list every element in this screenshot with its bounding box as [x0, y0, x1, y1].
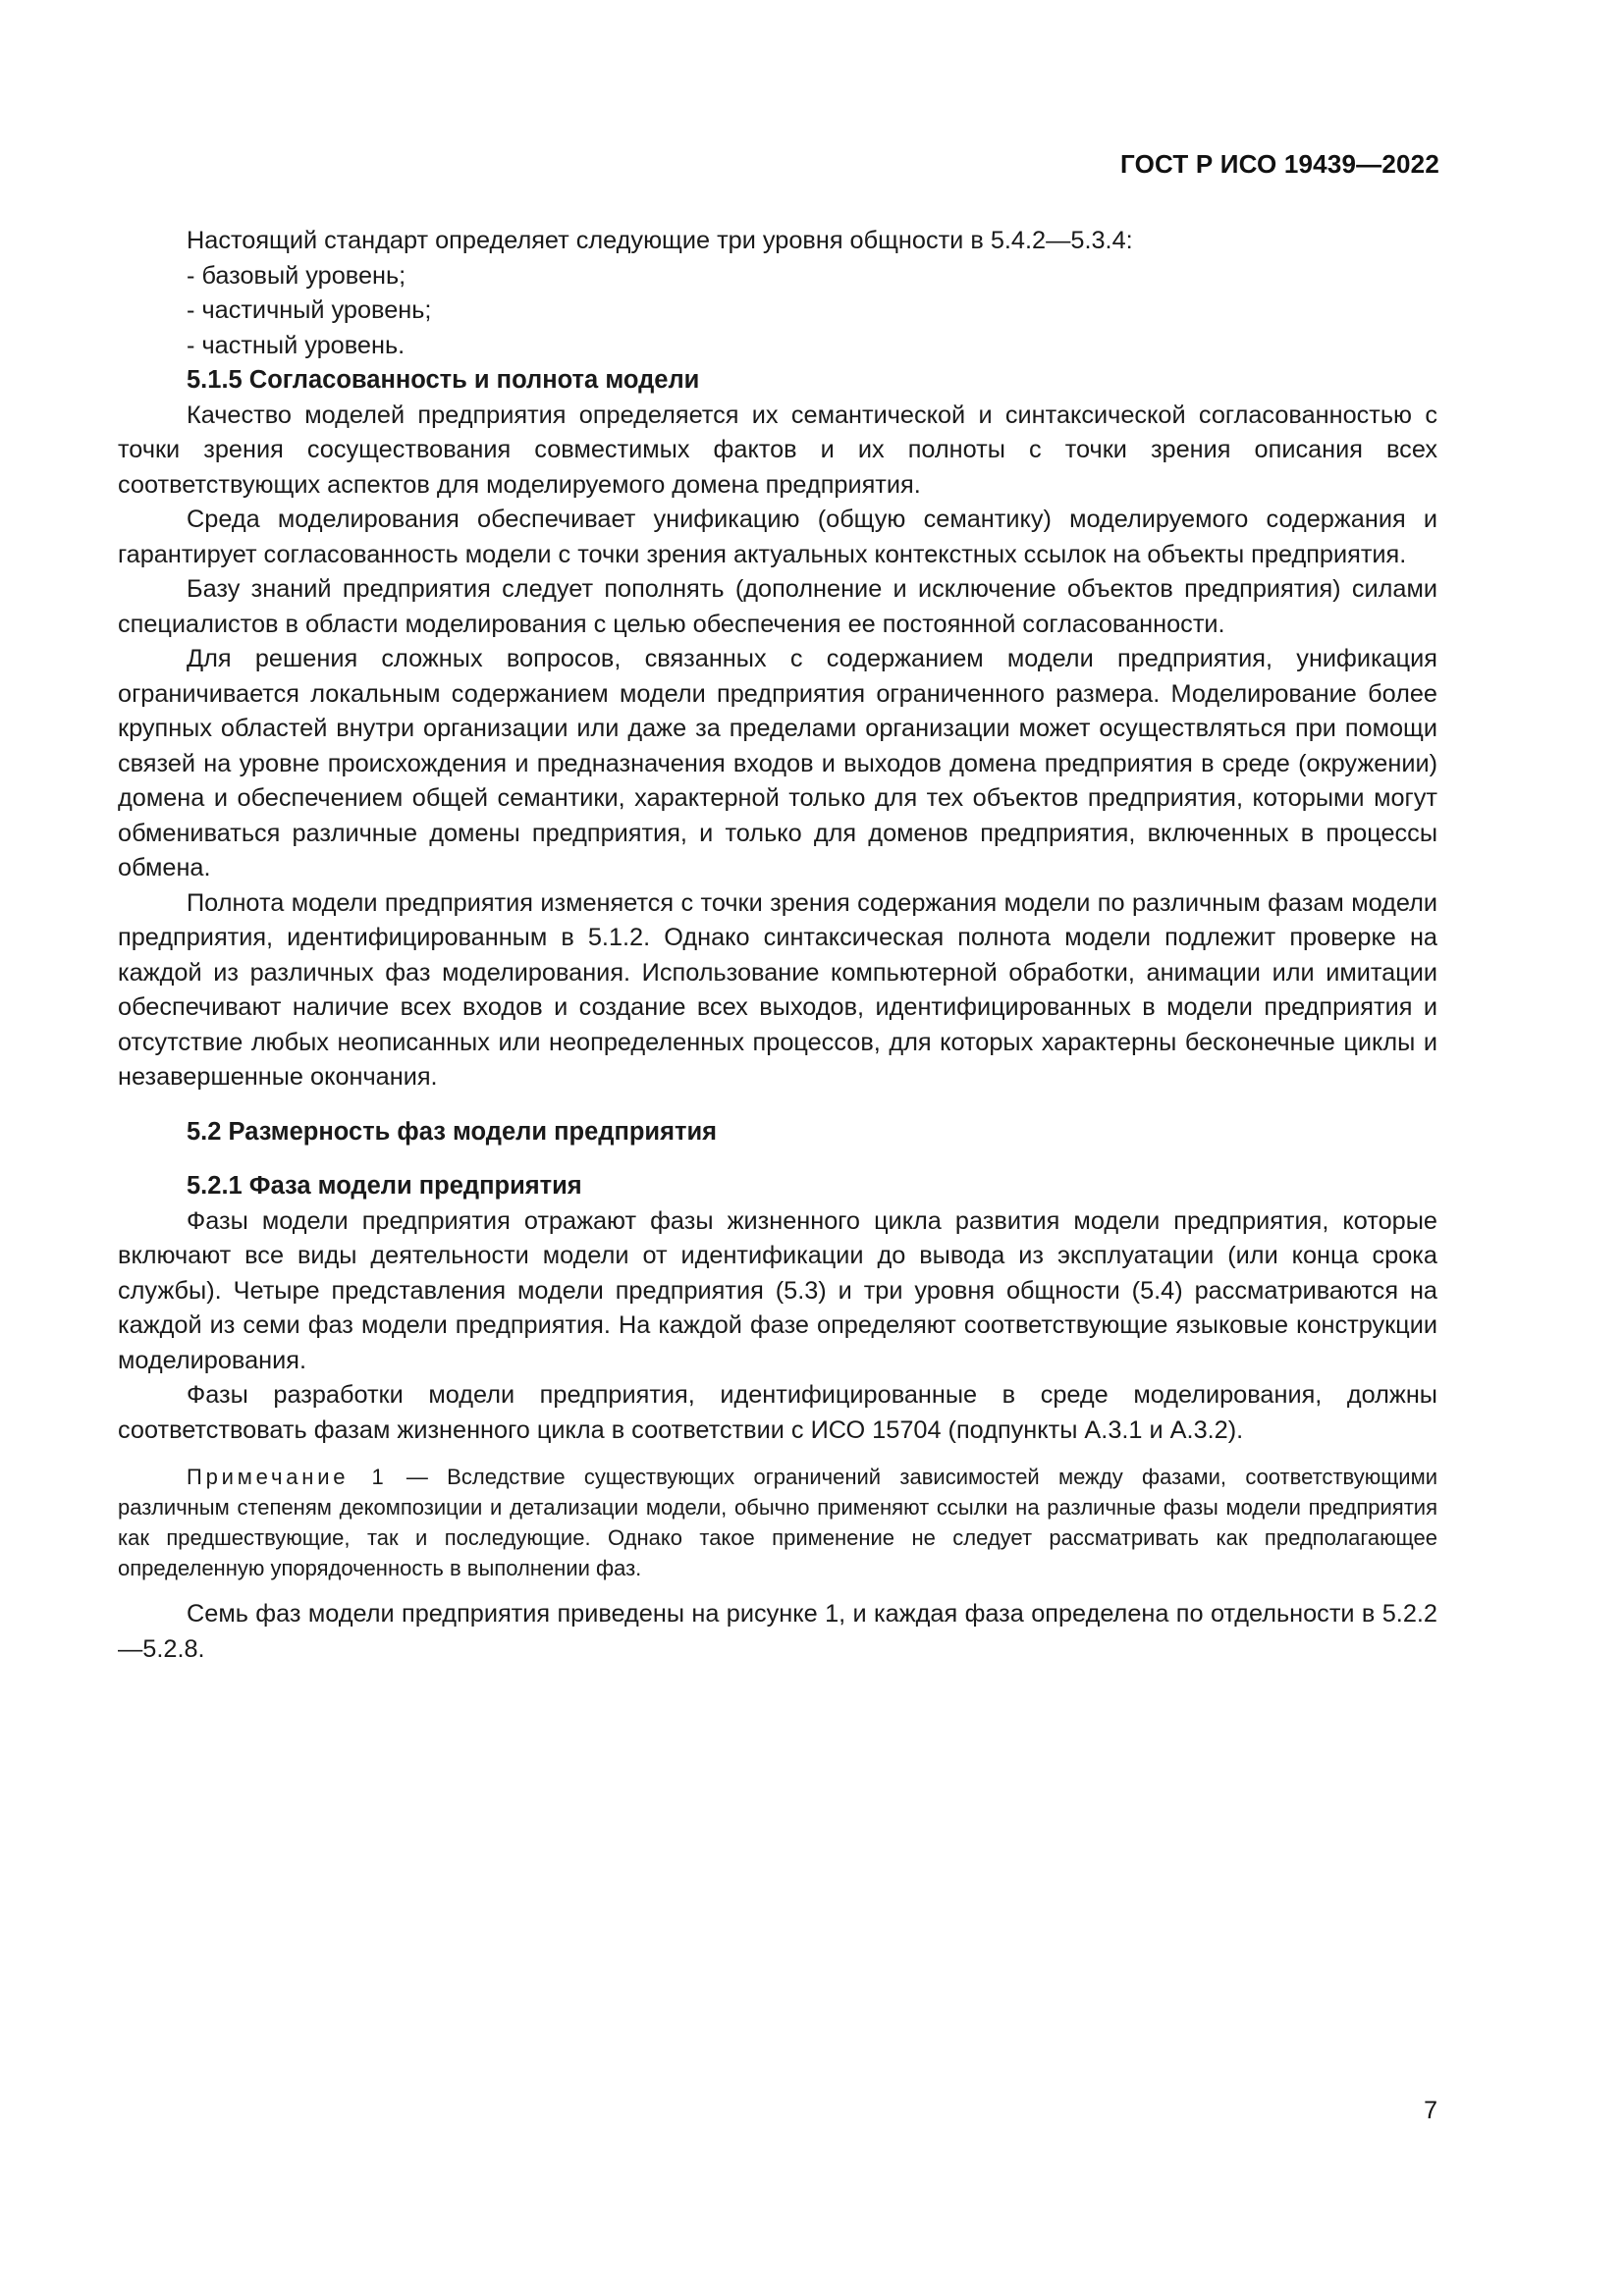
list-item: - частный уровень. [187, 331, 406, 359]
note-1 [118, 1462, 1437, 1583]
paragraph: Для решения сложных вопросов, связанных с содержанием модели предприятия, унификация ограничивается локальным содержанием модели предприятия ограниченного размера. Моделирование более крупных областей внутри организации или даже за пределами организации может осуществляться при помощи связей на уровне происхождения и предназначения входов и выходов домена предприятия в среде (окружении) домена и обеспечением общей семантики, характерной только для тех объектов предприятия, которыми могут обмениваться различные домены предприятия, и только для доменов предприятия, включенных в процессы обмена. [118, 645, 1437, 881]
intro-text: Настоящий стандарт определяет следующие три уровня общности в 5.4.2—5.3.4: [187, 227, 1133, 254]
heading-5-1-5: 5.1.5 Согласованность и полнота модели [187, 366, 700, 394]
document-header: ГОСТ Р ИСО 19439—2022 [1119, 149, 1439, 179]
paragraph: Среда моделирования обеспечивает унификацию (общую семантику) моделируемого содержания и гарантирует согласованность модели с точки зрения актуальных контекстных ссылок на объекты предприятия. [118, 506, 1437, 568]
list-item: - базовый уровень; [187, 261, 406, 290]
spacer [118, 1448, 1437, 1462]
paragraph: Фазы разработки модели предприятия, идентифицированные в среде моделирования, должны соответствовать фазам жизненного цикла в соответствии с ИСО 15704 (подпункты А.3.1 и А.3.2). [118, 1381, 1437, 1444]
page-number: 7 [1424, 2097, 1437, 2124]
spacer [118, 1149, 1437, 1169]
paragraph: Базу знаний предприятия следует пополнять (дополнение и исключение объектов предприятия) силами специалистов в области моделирования с целью обеспечения ее постоянной согласованности. [118, 575, 1437, 638]
spacer [118, 1095, 1437, 1115]
heading-5-2: 5.2 Размерность фаз модели предприятия [187, 1117, 718, 1146]
spacer [118, 1583, 1437, 1597]
paragraph: Фазы модели предприятия отражают фазы жизненного цикла развития модели предприятия, которые включают все виды деятельности модели от идентификации до вывода из эксплуатации (или конца срока службы). Четыре представления модели предприятия (5.3) и три уровня общности (5.4) рассматриваются на каждой из семи фаз модели предприятия. На каждой фазе определяют соответствующие языковые конструкции моделирования. [118, 1206, 1437, 1374]
paragraph: Полнота модели предприятия изменяется с точки зрения содержания модели по различным фазам модели предприятия, идентифицированным в 5.1.2. Однако синтаксическая полнота модели подлежит проверке на каждой из различных фаз моделирования. Использование компьютерной обработки, анимации или имитации обеспечивают наличие всех входов и создание всех выходов, идентифицированных в модели предприятия и отсутствие любых неописанных или неопределенных процессов, для которых характерны бесконечные циклы и незавершенные окончания. [118, 888, 1437, 1091]
generality-levels-list [118, 259, 1437, 364]
heading-5-2-1: 5.2.1 Фаза модели предприятия [187, 1172, 582, 1200]
closing-paragraph: Семь фаз модели предприятия приведены на рисунке 1, и каждая фаза определена по отдельности в 5.2.2—5.2.8. [118, 1600, 1437, 1663]
paragraph: Качество моделей предприятия определяется их семантической и синтаксической согласованностью с точки зрения сосуществования совместимых фактов и их полноты с точки зрения описания всех соответствующих аспектов для моделируемого домена предприятия. [118, 400, 1437, 499]
list-item: - частичный уровень; [187, 296, 432, 324]
note-label: Примечание 1 [187, 1465, 388, 1489]
document-body [118, 224, 1437, 1667]
note-text: — Вследствие существующих ограничений зависимостей между фазами, соответствующими различным степеням декомпозиции и детализации модели, обычно применяют ссылки на различные фазы модели предприятия как предшествующие, так и последующие. Однако такое применение не следует рассматривать как предполагающее определенную упорядоченность в выполнении фаз. [118, 1465, 1437, 1580]
